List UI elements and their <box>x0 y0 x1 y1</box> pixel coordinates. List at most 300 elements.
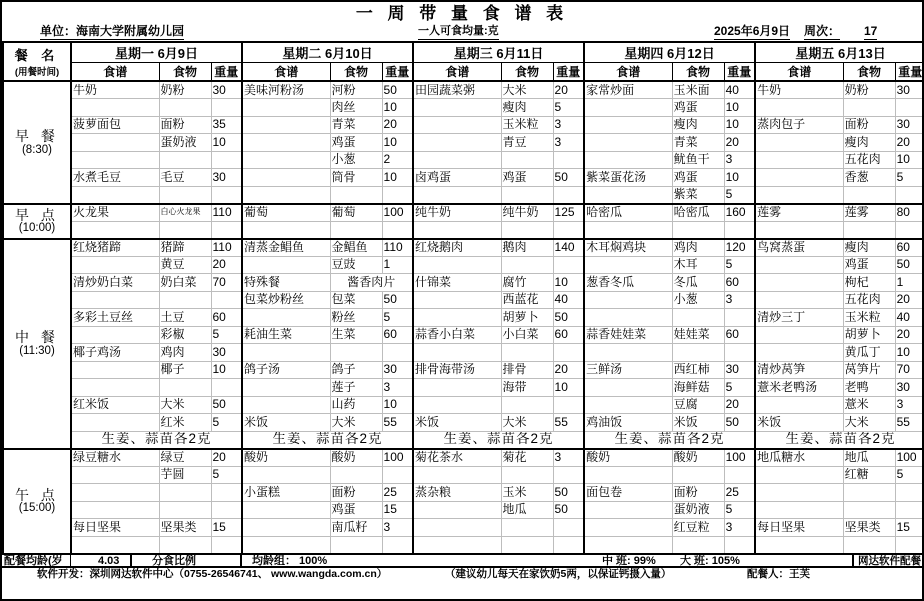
weight-cell: 10 <box>382 99 413 117</box>
weight-cell: 30 <box>211 169 242 187</box>
food-cell: 排骨 <box>501 361 553 379</box>
weight-cell: 25 <box>724 484 755 502</box>
column-header: 食谱 <box>584 63 672 82</box>
dietitian-name: 配餐人：王芙 <box>747 567 810 580</box>
recipe-cell: 绿豆糖水 <box>71 449 159 467</box>
weight-cell: 20 <box>724 396 755 414</box>
serving-note: 一人可食均量:克 <box>418 24 499 40</box>
weight-cell: 20 <box>382 116 413 134</box>
weight-cell: 50 <box>553 501 584 519</box>
recipe-cell <box>413 151 501 169</box>
weight-cell: 1 <box>382 256 413 274</box>
weight-cell: 3 <box>895 396 924 414</box>
weight-cell: 20 <box>553 81 584 99</box>
weight-cell <box>553 344 584 362</box>
recipe-cell: 木耳焖鸡块 <box>584 239 672 257</box>
recipe-cell <box>413 396 501 414</box>
recipe-cell <box>71 99 159 117</box>
weight-cell: 20 <box>895 134 924 152</box>
avg-age-value: 4.03 <box>98 554 120 567</box>
weight-cell <box>724 309 755 327</box>
weight-cell: 20 <box>211 256 242 274</box>
weight-cell: 2 <box>382 151 413 169</box>
recipe-cell: 葱香冬瓜 <box>584 274 672 292</box>
recipe-cell <box>242 256 330 274</box>
recipe-cell <box>242 396 330 414</box>
recipe-cell <box>755 536 843 554</box>
food-cell: 生菜 <box>330 326 382 344</box>
food-cell <box>501 221 553 239</box>
recipe-cell: 特殊餐 <box>242 274 330 292</box>
food-cell <box>159 536 211 554</box>
recipe-cell <box>242 501 330 519</box>
recipe-cell: 红米饭 <box>71 396 159 414</box>
food-cell <box>330 344 382 362</box>
column-header: 重量 <box>724 63 755 82</box>
menu-table-body <box>3 81 924 554</box>
recipe-cell: 火龙果 <box>71 204 159 222</box>
food-cell: 鸡蛋 <box>672 169 724 187</box>
weight-cell <box>211 536 242 554</box>
recipe-cell <box>584 396 672 414</box>
food-cell <box>501 519 553 537</box>
food-cell: 鱿鱼干 <box>672 151 724 169</box>
food-cell: 老鸭 <box>843 379 895 397</box>
food-cell <box>501 344 553 362</box>
food-cell <box>672 221 724 239</box>
recipe-cell <box>413 99 501 117</box>
recipe-cell: 牛奶 <box>71 81 159 99</box>
recipe-cell <box>413 186 501 204</box>
food-cell: 包菜 <box>330 291 382 309</box>
food-cell <box>843 186 895 204</box>
food-cell: 猪蹄 <box>159 239 211 257</box>
weight-cell <box>553 256 584 274</box>
weight-cell: 3 <box>724 519 755 537</box>
weight-cell: 3 <box>382 379 413 397</box>
food-cell: 青豆 <box>501 134 553 152</box>
seasoning-note: 生姜、蒜苗各2克 <box>242 431 413 449</box>
food-cell: 豆豉 <box>330 256 382 274</box>
food-cell: 肉丝 <box>330 99 382 117</box>
food-cell: 南瓜籽 <box>330 519 382 537</box>
weight-cell: 125 <box>553 204 584 222</box>
recipe-cell <box>755 274 843 292</box>
column-header: 重量 <box>382 63 413 82</box>
food-cell: 毛豆 <box>159 169 211 187</box>
recipe-cell: 薏米老鸭汤 <box>755 379 843 397</box>
recipe-cell: 蒸杂粮 <box>413 484 501 502</box>
weight-cell <box>211 291 242 309</box>
weight-cell: 5 <box>724 501 755 519</box>
weight-cell <box>553 221 584 239</box>
food-cell: 土豆 <box>159 309 211 327</box>
weight-cell: 30 <box>211 81 242 99</box>
food-cell: 地瓜 <box>843 449 895 467</box>
food-cell: 山药 <box>330 396 382 414</box>
recipe-cell: 鸽子汤 <box>242 361 330 379</box>
recipe-cell <box>755 501 843 519</box>
weight-cell <box>724 344 755 362</box>
food-cell <box>330 186 382 204</box>
weight-cell: 3 <box>553 449 584 467</box>
food-cell: 玉米粒 <box>501 116 553 134</box>
food-cell: 鸡肉 <box>159 344 211 362</box>
recipe-cell: 家常炒面 <box>584 81 672 99</box>
column-header: 食物 <box>672 63 724 82</box>
recipe-cell <box>242 116 330 134</box>
weight-cell <box>895 186 924 204</box>
food-cell: 奶粉 <box>159 81 211 99</box>
weight-cell <box>724 466 755 484</box>
food-cell <box>843 536 895 554</box>
weight-cell: 40 <box>895 309 924 327</box>
menu-table-head <box>3 42 924 81</box>
weight-cell <box>553 151 584 169</box>
food-cell <box>843 501 895 519</box>
food-cell <box>672 466 724 484</box>
recipe-cell: 葡萄 <box>242 204 330 222</box>
food-cell: 米饭 <box>672 414 724 432</box>
food-cell: 酸奶 <box>672 449 724 467</box>
weight-cell: 10 <box>382 396 413 414</box>
summary-row <box>2 555 922 568</box>
food-cell <box>159 99 211 117</box>
recipe-cell <box>584 536 672 554</box>
food-cell <box>672 536 724 554</box>
recipe-cell <box>242 519 330 537</box>
divider <box>852 555 854 566</box>
food-cell: 小白菜 <box>501 326 553 344</box>
weight-cell: 5 <box>382 309 413 327</box>
food-cell: 鸡蛋 <box>330 501 382 519</box>
age-group-percent: 均龄组： 100% <box>252 554 328 567</box>
food-cell: 青菜 <box>672 134 724 152</box>
recipe-cell <box>755 186 843 204</box>
weight-cell: 1 <box>895 274 924 292</box>
weight-cell: 10 <box>724 169 755 187</box>
weight-cell: 15 <box>895 519 924 537</box>
food-cell: 酸奶 <box>330 449 382 467</box>
recipe-cell: 每日坚果 <box>755 519 843 537</box>
recipe-cell <box>413 466 501 484</box>
weight-cell: 50 <box>382 81 413 99</box>
unit-name: 单位：海南大学附属幼儿园 <box>40 24 185 38</box>
recipe-cell <box>242 536 330 554</box>
weight-cell <box>211 379 242 397</box>
weight-cell: 55 <box>553 414 584 432</box>
weight-cell: 30 <box>724 361 755 379</box>
recipe-cell <box>71 326 159 344</box>
day-header: 星期五 6月13日 <box>755 42 924 63</box>
weight-cell: 10 <box>724 99 755 117</box>
weight-cell <box>895 501 924 519</box>
food-cell: 彩椒 <box>159 326 211 344</box>
recipe-cell <box>71 256 159 274</box>
weight-cell: 3 <box>724 291 755 309</box>
seasoning-note: 生姜、蒜苗各2克 <box>755 431 924 449</box>
weight-cell: 30 <box>895 379 924 397</box>
recipe-cell: 蒸肉包子 <box>755 116 843 134</box>
weight-cell <box>553 519 584 537</box>
food-cell: 瘦肉 <box>843 239 895 257</box>
food-cell: 瘦肉 <box>843 134 895 152</box>
weight-cell: 3 <box>382 519 413 537</box>
weight-cell <box>895 99 924 117</box>
weight-cell: 5 <box>553 99 584 117</box>
weight-cell: 60 <box>553 326 584 344</box>
column-header: 食物 <box>501 63 553 82</box>
food-cell: 白心火龙果 <box>159 204 211 222</box>
weight-cell <box>211 99 242 117</box>
weight-cell <box>382 536 413 554</box>
recipe-cell: 哈密瓜 <box>584 204 672 222</box>
recipe-cell: 小蛋糕 <box>242 484 330 502</box>
weight-cell: 20 <box>895 291 924 309</box>
recipe-cell: 地瓜糖水 <box>755 449 843 467</box>
food-cell: 枸杞 <box>843 274 895 292</box>
column-header: 重量 <box>211 63 242 82</box>
recipe-cell: 酸奶 <box>242 449 330 467</box>
recipe-cell <box>71 221 159 239</box>
recipe-cell: 美味河粉汤 <box>242 81 330 99</box>
food-cell: 坚果类 <box>159 519 211 537</box>
info-row <box>2 24 922 41</box>
column-header: 食谱 <box>71 63 159 82</box>
weight-cell: 5 <box>211 326 242 344</box>
food-cell: 海带 <box>501 379 553 397</box>
recipe-cell <box>755 344 843 362</box>
food-cell: 大米 <box>501 81 553 99</box>
recipe-cell <box>71 379 159 397</box>
weight-cell: 5 <box>211 466 242 484</box>
recipe-cell: 水煮毛豆 <box>71 169 159 187</box>
meal-col-subtitle: (用餐时间) <box>14 67 60 78</box>
food-cell <box>672 309 724 327</box>
food-cell <box>843 484 895 502</box>
weight-cell <box>211 484 242 502</box>
food-cell: 黄豆 <box>159 256 211 274</box>
weight-cell: 5 <box>724 256 755 274</box>
food-cell <box>501 536 553 554</box>
recipe-cell: 鸟窝蒸蛋 <box>755 239 843 257</box>
recipe-cell <box>242 379 330 397</box>
recipe-cell: 每日坚果 <box>71 519 159 537</box>
food-cell: 腐竹 <box>501 274 553 292</box>
food-cell <box>159 501 211 519</box>
weight-cell: 10 <box>553 379 584 397</box>
food-cell: 面粉 <box>159 116 211 134</box>
weight-cell: 110 <box>211 204 242 222</box>
recipe-cell <box>755 151 843 169</box>
weight-cell: 70 <box>211 274 242 292</box>
recipe-cell: 椰子鸡汤 <box>71 344 159 362</box>
food-cell: 玉米 <box>501 484 553 502</box>
recipe-cell: 清蒸金鲳鱼 <box>242 239 330 257</box>
recipe-cell: 三鲜汤 <box>584 361 672 379</box>
recipe-cell: 酸奶 <box>584 449 672 467</box>
recipe-cell: 紫菜蛋花汤 <box>584 169 672 187</box>
developer-info: 软件开发：深圳网达软件中心（0755-26546741、 www.wangda.com.cn） <box>37 567 388 580</box>
weight-cell <box>895 536 924 554</box>
recipe-cell <box>755 396 843 414</box>
food-cell: 玉米粒 <box>843 309 895 327</box>
weight-cell: 3 <box>553 134 584 152</box>
weight-cell <box>211 501 242 519</box>
food-cell: 菊花 <box>501 449 553 467</box>
food-cell: 鸡蛋 <box>501 169 553 187</box>
weight-cell: 60 <box>895 239 924 257</box>
weight-cell: 60 <box>211 309 242 327</box>
recipe-cell: 米饭 <box>413 414 501 432</box>
column-header: 食谱 <box>413 63 501 82</box>
food-cell: 玉米面 <box>672 81 724 99</box>
weight-cell: 5 <box>724 186 755 204</box>
share-ratio-label: 分食比例 <box>152 554 196 567</box>
food-cell: 筒骨 <box>330 169 382 187</box>
recipe-cell <box>242 309 330 327</box>
food-cell: 五花肉 <box>843 291 895 309</box>
meal-col-title: 餐 名 <box>14 48 60 63</box>
food-cell: 胡萝卜 <box>501 309 553 327</box>
recipe-cell <box>242 221 330 239</box>
recipe-cell <box>755 134 843 152</box>
recipe-cell <box>755 256 843 274</box>
weight-cell: 50 <box>895 256 924 274</box>
food-cell: 娃娃菜 <box>672 326 724 344</box>
recipe-cell: 纯牛奶 <box>413 204 501 222</box>
food-cell: 小葱 <box>672 291 724 309</box>
weight-cell: 30 <box>382 361 413 379</box>
food-cell: 鸡蛋 <box>330 134 382 152</box>
day-header: 星期三 6月11日 <box>413 42 584 63</box>
food-cell: 黄瓜丁 <box>843 344 895 362</box>
recipe-cell <box>755 326 843 344</box>
food-cell: 莲子 <box>330 379 382 397</box>
weight-cell <box>211 186 242 204</box>
recipe-cell <box>755 466 843 484</box>
weight-cell <box>895 221 924 239</box>
recipe-cell: 什锦菜 <box>413 274 501 292</box>
recipe-cell <box>584 186 672 204</box>
weight-cell: 50 <box>553 169 584 187</box>
food-cell: 哈密瓜 <box>672 204 724 222</box>
weight-cell: 10 <box>724 116 755 134</box>
food-cell: 奶白菜 <box>159 274 211 292</box>
recipe-cell: 清炒三丁 <box>755 309 843 327</box>
middle-class-percent: 中 班: 99% <box>602 554 656 567</box>
weight-cell <box>553 186 584 204</box>
food-cell <box>159 484 211 502</box>
food-cell: 瘦肉 <box>672 116 724 134</box>
weight-cell: 50 <box>553 309 584 327</box>
recipe-cell: 耗油生菜 <box>242 326 330 344</box>
food-cell <box>501 466 553 484</box>
food-cell: 海鲜菇 <box>672 379 724 397</box>
recipe-cell: 牛奶 <box>755 81 843 99</box>
recipe-cell: 面包卷 <box>584 484 672 502</box>
report-title: 一 周 带 量 食 谱 表 <box>355 4 569 23</box>
food-cell: 豆腐 <box>672 396 724 414</box>
recipe-cell <box>413 116 501 134</box>
weight-cell: 3 <box>553 116 584 134</box>
recipe-cell <box>584 344 672 362</box>
week-label: 周次： <box>804 24 841 38</box>
weight-cell: 10 <box>382 169 413 187</box>
food-cell: 芋圆 <box>159 466 211 484</box>
recipe-cell <box>71 414 159 432</box>
recipe-cell <box>584 99 672 117</box>
weight-cell: 20 <box>895 326 924 344</box>
avg-age-label: 配餐均龄(岁 <box>4 554 63 567</box>
recipe-cell: 排骨海带汤 <box>413 361 501 379</box>
recipe-cell <box>584 466 672 484</box>
recipe-cell <box>71 186 159 204</box>
food-cell <box>330 466 382 484</box>
weight-cell <box>382 186 413 204</box>
meal-section-label: 中 餐 (11:30) <box>3 239 71 449</box>
food-cell <box>159 186 211 204</box>
recipe-cell <box>242 169 330 187</box>
food-cell: 椰子 <box>159 361 211 379</box>
weight-cell: 60 <box>724 326 755 344</box>
report-date: 2025年6月9日 <box>714 24 791 38</box>
recipe-cell <box>413 501 501 519</box>
recipe-cell <box>413 134 501 152</box>
weight-cell: 100 <box>382 204 413 222</box>
weight-cell: 3 <box>724 151 755 169</box>
weight-cell <box>553 536 584 554</box>
food-cell: 大米 <box>843 414 895 432</box>
weight-cell: 10 <box>895 344 924 362</box>
recipe-cell <box>242 466 330 484</box>
column-header: 食物 <box>330 63 382 82</box>
recipe-cell <box>71 484 159 502</box>
weight-cell: 40 <box>724 81 755 99</box>
food-cell: 葡萄 <box>330 204 382 222</box>
food-cell: 红糖 <box>843 466 895 484</box>
weight-cell: 20 <box>211 449 242 467</box>
food-cell: 面粉 <box>330 484 382 502</box>
weight-cell: 140 <box>553 239 584 257</box>
food-cell: 瘦肉 <box>501 99 553 117</box>
weight-cell <box>382 466 413 484</box>
food-cell <box>501 151 553 169</box>
weight-cell: 5 <box>895 169 924 187</box>
weight-cell: 50 <box>553 484 584 502</box>
recipe-cell <box>413 291 501 309</box>
recipe-cell <box>584 151 672 169</box>
weight-cell: 50 <box>724 414 755 432</box>
recipe-cell <box>413 519 501 537</box>
weight-cell: 30 <box>895 116 924 134</box>
recipe-cell <box>242 134 330 152</box>
food-cell: 鹅肉 <box>501 239 553 257</box>
food-cell <box>159 151 211 169</box>
weight-cell: 100 <box>895 449 924 467</box>
weight-cell <box>895 484 924 502</box>
food-cell <box>843 99 895 117</box>
food-cell <box>501 396 553 414</box>
food-cell: 莲雾 <box>843 204 895 222</box>
weight-cell <box>382 221 413 239</box>
column-header: 重量 <box>553 63 584 82</box>
milk-advice: （建议幼儿每天在家饮奶5两，以保证钙摄入量） <box>445 567 672 580</box>
weight-cell: 15 <box>382 501 413 519</box>
weight-cell <box>382 344 413 362</box>
weight-cell: 10 <box>553 274 584 292</box>
weight-cell: 5 <box>211 414 242 432</box>
